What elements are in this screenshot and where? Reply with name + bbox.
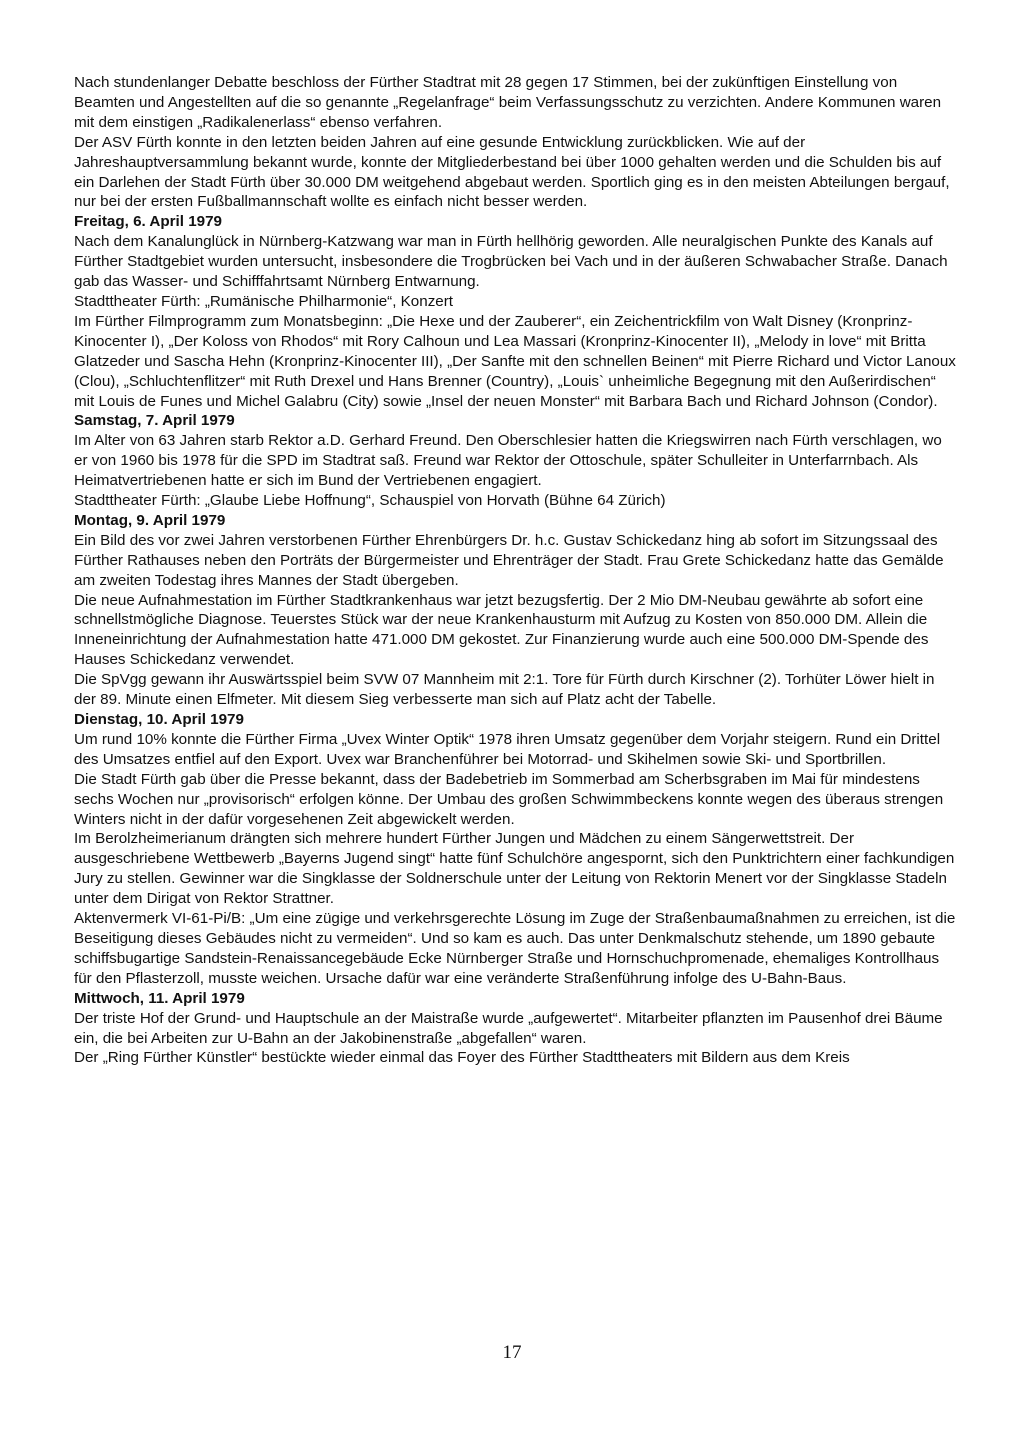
section-dienstag [74,710,959,989]
paragraph: Die neue Aufnahmestation im Fürther Stadtkrankenhaus war jetzt bezugsfertig. Der 2 Mio DM-Neubau gewährte ab sofort eine schnellstmögliche Diagnose. Teuerstes Stück war der neue Krankenhausturm mit Aufzug zu Kosten von 850.000 DM. Allein die Inneneinrichtung der Aufnahmestation hatte 471.000 DM gekostet. Zur Finanzierung wurde auch eine 500.000 DM-Spende des Hauses Schickedanz verwendet. [74,591,929,669]
section-samstag [74,411,959,511]
paragraph: Nach dem Kanalunglück in Nürnberg-Katzwang war man in Fürth hellhörig geworden. Alle neuralgischen Punkte des Kanals auf Fürther Stadtgebiet wurden untersucht, insbesondere die Trogbrücken bei Vach und in der äußeren Schwabacher Straße. Danach gab das Wasser- und Schifffahrtsamt Nürnberg Entwarnung. [74,233,948,291]
section-heading: Dienstag, 10. April 1979 [74,711,244,728]
section-heading: Mittwoch, 11. April 1979 [74,989,245,1007]
paragraph: Der „Ring Fürther Künstler“ bestückte wieder einmal das Foyer des Fürther Stadttheaters mit Bildern aus dem Kreis [74,1049,850,1067]
section-montag [74,511,959,710]
paragraph: Aktenvermerk VI-61-Pi/B: „Um eine zügige und verkehrsgerechte Lösung im Zuge der Straßenbaumaßnahmen zu erreichen, ist die Beseitigung dieses Gebäudes nicht zu vermeiden“. Und so kam es auch. Das unter Denkmalschutz stehende, um 1890 gebaute schiffsbugartige Sandstein-Renaissancegebäude Ecke Nürnberger Straße und Hornschuchpromenade, ehemaliges Kontrollhaus für den Pflasterzoll, musste weichen. Ursache dafür war eine veränderte Straßenführung infolge des U-Bahn-Baus. [74,910,956,987]
intro-section [74,73,959,212]
section-2026-04-06 [74,212,959,411]
section-heading: Samstag, 7. April 1979 [74,412,235,430]
page-number: 17 [502,1342,522,1363]
paragraph: Die Stadt Fürth gab über die Presse bekannt, dass der Badebetrieb im Sommerbad am Scherbsgraben im Mai für mindestens sechs Wochen nur „provisorisch“ erfolgen könne. Der Umbau des großen Schwimmbeckens konnte wegen des überaus strengen Winters nicht in der dafür vorgesehenen Zeit abgewickelt werden. [74,770,944,828]
paragraph: Im Fürther Filmprogramm zum Monatsbeginn: „Die Hexe und der Zauberer“, ein Zeichentrickfilm von Walt Disney (Kronprinz-Kinocenter I), „Der Koloss von Rhodos“ mit Rory Calhoun und Lea Massari (Kronprinz-Kinocenter II), „Melody in love“ mit Britta Glatzeder und Sascha Hehn (Kronprinz-Kinocenter III), „Der Sanfte mit den schnellen Beinen“ mit Pierre Richard und Victor Lanoux (Clou), „Schluchtenflitzer“ mit Ruth Drexel und Hans Brenner (Country), „Louis` unheimliche Begegnung mit den Außerirdischen“ mit Louis de Funes und Michel Galabru (City) sowie „Insel der neuen Monster“ mit Barbara Bach und Richard Johnson (Condor). [74,312,956,410]
paragraph: Um rund 10% konnte die Fürther Firma „Uvex Winter Optik“ 1978 ihren Umsatz gegenüber dem Vorjahr steigern. Rund ein Drittel des Umsatzes entfiel auf den Export. Uvex war Branchenführer bei Motorrad- und Skihelmen sowie Ski- und Sportbrillen. [74,730,941,768]
paragraph: Im Alter von 63 Jahren starb Rektor a.D. Gerhard Freund. Den Oberschlesier hatten die Kriegswirren nach Fürth verschlagen, wo er von 1960 bis 1978 für die SPD im Stadtrat saß. Freund war Rektor der Ottoschule, später Schulleiter in Unterfarrnbach. Als Heimatvertriebenen hatte er sich im Bund der Vertriebenen engagiert. [74,432,942,490]
paragraph: Der ASV Fürth konnte in den letzten beiden Jahren auf eine gesunde Entwicklung zurückblicken. Wie auf der Jahreshauptversammlung bekannt wurde, konnte der Mitgliederbestand bei über 1000 gehalten werden und die Schulden bis auf ein Darlehen der Stadt Fürth über 30.000 DM weitgehend abgebaut werden. Sportlich ging es in den meisten Abteilungen bergauf, nur bei der ersten Fußballmannschaft wollte es einfach nicht besser werden. [74,133,950,211]
paragraph: Der triste Hof der Grund- und Hauptschule an der Maistraße wurde „aufgewertet“. Mitarbeiter pflanzten im Pausenhof drei Bäume ein, die bei Arbeiten zur U-Bahn an der Jakobinenstraße „abgefallen“ waren. [74,1009,943,1047]
section-heading: Montag, 9. April 1979 [74,511,226,529]
paragraph: Stadttheater Fürth: „Glaube Liebe Hoffnung“, Schauspiel von Horvath (Bühne 64 Zürich) [74,492,666,510]
section-heading: Freitag, 6. April 1979 [74,213,222,231]
paragraph: Stadttheater Fürth: „Rumänische Philharmonie“, Konzert [74,292,454,310]
paragraph: Ein Bild des vor zwei Jahren verstorbenen Fürther Ehrenbürgers Dr. h.c. Gustav Schickedanz hing ab sofort im Sitzungssaal des Fürther Rathauses neben den Porträts der Bürgermeister und Ehrenträger der Stadt. Frau Grete Schickedanz hatte das Gemälde am zweiten Todestag ihres Mannes der Stadt übergeben. [74,531,944,589]
document-page [74,73,959,1068]
paragraph: Im Berolzheimerianum drängten sich mehrere hundert Fürther Jungen und Mädchen zu einem Sängerwettstreit. Der ausgeschriebene Wettbewerb „Bayerns Jugend singt“ hatte fünf Schulchöre angespornt, sich den Punktrichtern einer fachkundigen Jury zu stellen. Gewinner war die Singklasse der Soldnerschule unter der Leitung von Rektorin Menert vor der Singklasse Stadeln unter dem Dirigat von Rektor Strattner. [74,830,955,908]
section-mittwoch [74,989,959,1069]
paragraph: Nach stundenlanger Debatte beschloss der Fürther Stadtrat mit 28 gegen 17 Stimmen, bei der zukünftigen Einstellung von Beamten und Angestellten auf die so genannte „Regelanfrage“ beim Verfassungsschutz zu verzichten. Andere Kommunen waren mit dem einstigen „Radikalenerlass“ ebenso verfahren. [74,74,942,131]
paragraph: Die SpVgg gewann ihr Auswärtsspiel beim SVW 07 Mannheim mit 2:1. Tore für Fürth durch Kirschner (2). Torhüter Löwer hielt in der 89. Minute einen Elfmeter. Mit diesem Sieg verbesserte man sich auf Platz acht der Tabelle. [74,671,935,709]
